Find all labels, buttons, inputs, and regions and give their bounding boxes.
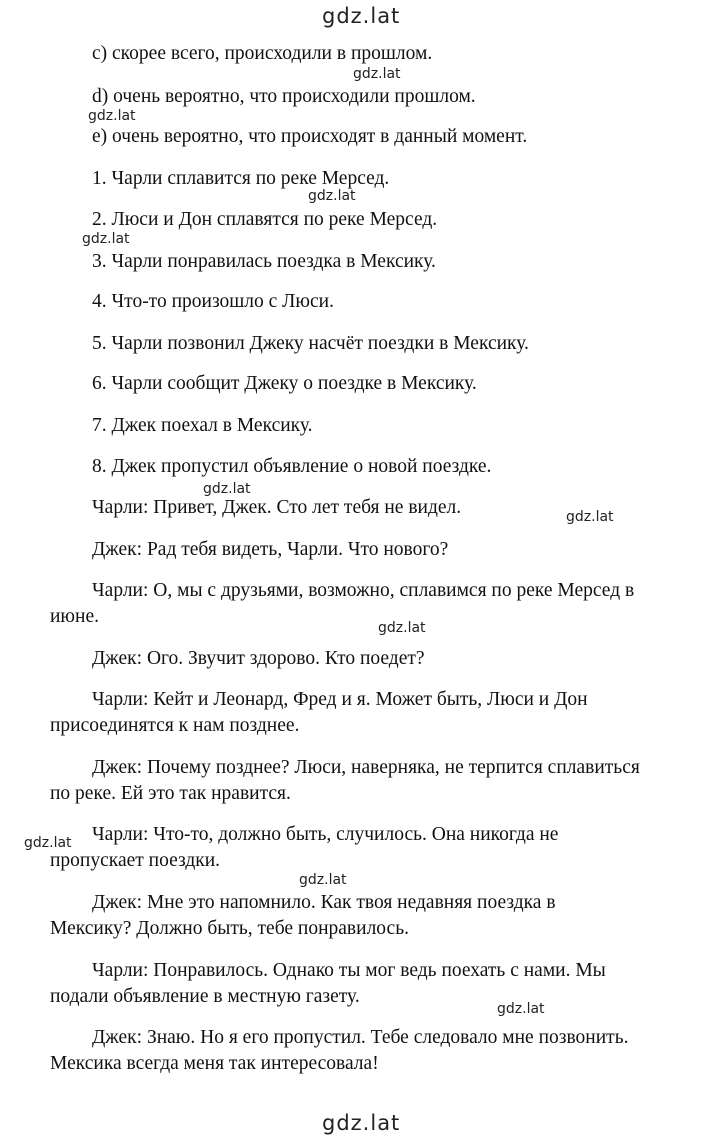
statement-4: 4. Что-то произошло с Люси. bbox=[92, 291, 334, 312]
watermark: gdz.lat bbox=[353, 66, 401, 82]
dialogue-line-continued: по реке. Ей это так нравится. bbox=[50, 783, 291, 804]
option-d: d) очень вероятно, что происходили прошлом. bbox=[92, 86, 476, 107]
statement-6: 6. Чарли сообщит Джеку о поездке в Мексику. bbox=[92, 373, 477, 394]
watermark: gdz.lat bbox=[24, 835, 72, 851]
dialogue-line-continued: присоединятся к нам позднее. bbox=[50, 715, 300, 736]
dialogue-line: Джек: Рад тебя видеть, Чарли. Что нового? bbox=[92, 539, 449, 560]
dialogue-line-continued: Мексика всегда меня так интересовала! bbox=[50, 1053, 379, 1074]
statement-7: 7. Джек поехал в Мексику. bbox=[92, 415, 313, 436]
dialogue-line: Джек: Почему позднее? Люси, наверняка, не терпится сплавиться bbox=[92, 757, 640, 778]
dialogue-line: Джек: Ого. Звучит здорово. Кто поедет? bbox=[92, 648, 425, 669]
watermark: gdz.lat bbox=[497, 1001, 545, 1017]
dialogue-line-continued: июне. bbox=[50, 606, 99, 627]
dialogue-line: Чарли: О, мы с друзьями, возможно, сплавимся по реке Мерсед в bbox=[92, 580, 635, 601]
watermark: gdz.lat bbox=[378, 620, 426, 636]
dialogue-line: Чарли: Привет, Джек. Сто лет тебя не видел. bbox=[92, 497, 462, 518]
watermark: gdz.lat bbox=[82, 231, 130, 247]
statement-8: 8. Джек пропустил объявление о новой поездке. bbox=[92, 456, 492, 477]
dialogue-line-continued: пропускает поездки. bbox=[50, 850, 221, 871]
option-c: c) скорее всего, происходили в прошлом. bbox=[92, 43, 433, 64]
statement-2: 2. Люси и Дон сплавятся по реке Мерсед. bbox=[92, 209, 438, 230]
watermark-bottom: gdz.lat bbox=[322, 1111, 401, 1135]
watermark: gdz.lat bbox=[88, 108, 136, 124]
watermark-top: gdz.lat bbox=[322, 4, 401, 28]
statement-3: 3. Чарли понравилась поездка в Мексику. bbox=[92, 251, 436, 272]
watermark: gdz.lat bbox=[299, 872, 347, 888]
watermark: gdz.lat bbox=[203, 481, 251, 497]
option-e: e) очень вероятно, что происходят в данный момент. bbox=[92, 126, 528, 147]
dialogue-line: Чарли: Что-то, должно быть, случилось. Она никогда не bbox=[92, 824, 559, 845]
dialogue-line: Джек: Мне это напомнило. Как твоя недавняя поездка в bbox=[92, 892, 556, 913]
dialogue-line: Чарли: Кейт и Леонард, Фред и я. Может быть, Люси и Дон bbox=[92, 689, 588, 710]
dialogue-line: Джек: Знаю. Но я его пропустил. Тебе следовало мне позвонить. bbox=[92, 1027, 629, 1048]
dialogue-line-continued: подали объявление в местную газету. bbox=[50, 986, 360, 1007]
dialogue-line-continued: Мексику? Должно быть, тебе понравилось. bbox=[50, 918, 409, 939]
watermark: gdz.lat bbox=[308, 188, 356, 204]
dialogue-line: Чарли: Понравилось. Однако ты мог ведь поехать с нами. Мы bbox=[92, 960, 606, 981]
statement-1: 1. Чарли сплавится по реке Мерсед. bbox=[92, 168, 390, 189]
statement-5: 5. Чарли позвонил Джеку насчёт поездки в Мексику. bbox=[92, 333, 529, 354]
watermark: gdz.lat bbox=[566, 509, 614, 525]
